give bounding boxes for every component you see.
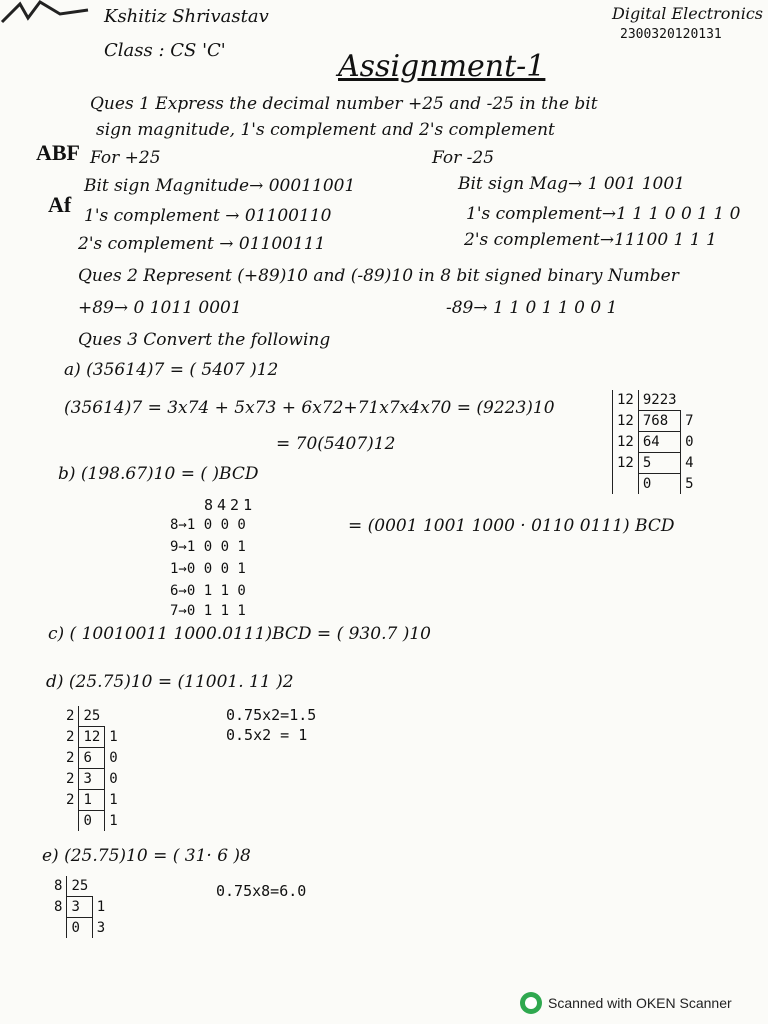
- af-mark: Af: [48, 192, 72, 217]
- q1-pos-sign-mag: Bit sign Magnitude→ 00011001: [84, 176, 356, 196]
- table-row: [62, 727, 122, 748]
- q3b-weights: 8421: [204, 496, 257, 514]
- oken-logo-icon: [520, 992, 542, 1014]
- table-cell: 12: [617, 455, 634, 471]
- table-cell: 7: [681, 411, 698, 432]
- table-cell: 64: [638, 432, 680, 453]
- table-cell: 5: [681, 474, 698, 495]
- roll-number: 2300320120131: [620, 27, 722, 42]
- q3b-row: 6→0 1 1 0: [170, 583, 246, 599]
- q3a-work: (35614)7 = 3x74 + 5x73 + 6x72+71x7x4x70 = (9223)10: [64, 398, 555, 418]
- q3d-division-table: [62, 706, 122, 831]
- abf-mark: ABF: [36, 140, 80, 165]
- q3b-result: = (0001 1001 1000 · 0110 0111) BCD: [348, 516, 675, 536]
- table-cell: 3: [92, 918, 109, 939]
- q3e-division-table: [50, 876, 109, 938]
- table-cell: 12: [617, 392, 634, 409]
- table-cell: 8: [54, 878, 63, 895]
- table-cell: 0: [79, 811, 105, 832]
- q2-neg: -89→ 1 1 0 1 1 0 0 1: [446, 298, 618, 318]
- table-cell: [50, 918, 67, 939]
- table-row: [50, 897, 109, 918]
- q3a-division-table: [612, 390, 698, 494]
- table-cell: 25: [79, 706, 105, 727]
- q3b-row: 9→1 0 0 1: [170, 539, 246, 555]
- table-row: [613, 474, 698, 495]
- table-row: [62, 811, 122, 832]
- scanner-text: Scanned with OKEN Scanner: [548, 995, 732, 1011]
- table-cell: 9223: [638, 390, 680, 411]
- table-row: [62, 790, 122, 811]
- table-cell: 0: [681, 432, 698, 453]
- table-row: [62, 748, 122, 769]
- class-label: Class : CS 'C': [104, 40, 226, 61]
- table-cell: [681, 390, 698, 411]
- table-cell: 3: [67, 897, 92, 918]
- scanner-watermark: [520, 992, 732, 1014]
- table-row: [613, 390, 698, 411]
- table-cell: 12: [617, 413, 634, 429]
- table-row: [613, 453, 698, 474]
- table-cell: 2: [66, 792, 75, 808]
- q3b-line: b) (198.67)10 = ( )BCD: [58, 464, 259, 484]
- table-cell: 2: [66, 771, 75, 787]
- table-cell: 2: [66, 708, 75, 725]
- q3e-frac: 0.75x8=6.0: [216, 882, 307, 900]
- table-row: [613, 411, 698, 432]
- table-cell: 2: [66, 729, 75, 745]
- table-cell: [613, 474, 639, 495]
- table-row: [613, 432, 698, 453]
- q2-text: Ques 2 Represent (+89)10 and (-89)10 in 8 bit signed binary Number: [78, 266, 679, 286]
- q1-neg-ones: 1's complement→1 1 1 0 0 1 1 0: [466, 204, 741, 224]
- q2-pos: +89→ 0 1011 0001: [78, 298, 242, 318]
- table-row: [62, 769, 122, 790]
- q3d-frac1: 0.75x2=1.5: [226, 706, 317, 724]
- subject-label: Digital Electronics: [612, 4, 764, 23]
- q1-pos-twos: 2's complement → 01100111: [78, 234, 326, 254]
- q1-neg-sign-mag: Bit sign Mag→ 1 001 1001: [458, 174, 685, 194]
- table-cell: 1: [92, 897, 109, 918]
- q1-text-line2: sign magnitude, 1's complement and 2's complement: [96, 120, 555, 140]
- q1-pos-heading: For +25: [90, 148, 161, 168]
- table-row: [50, 918, 109, 939]
- table-cell: 0: [638, 474, 680, 495]
- q1-neg-twos: 2's complement→11100 1 1 1: [464, 230, 717, 250]
- table-cell: [105, 706, 122, 727]
- corner-scribble: [0, 0, 90, 30]
- q3a-line: a) (35614)7 = ( 5407 )12: [64, 360, 279, 380]
- q3b-row: 1→0 0 0 1: [170, 561, 246, 577]
- table-cell: 25: [67, 876, 92, 897]
- table-cell: 8: [54, 899, 63, 915]
- q3b-row: 8→1 0 0 0: [170, 517, 246, 533]
- page-title: Assignment-1: [338, 49, 546, 84]
- table-row: [50, 876, 109, 897]
- table-cell: 1: [105, 727, 122, 748]
- table-cell: 768: [638, 411, 680, 432]
- table-cell: 12: [617, 434, 634, 450]
- table-cell: 1: [79, 790, 105, 811]
- q3e-line: e) (25.75)10 = ( 31· 6 )8: [42, 846, 251, 866]
- table-cell: 1: [105, 790, 122, 811]
- q3-text: Ques 3 Convert the following: [78, 330, 331, 350]
- q1-neg-heading: For -25: [432, 148, 495, 168]
- table-cell: 12: [79, 727, 105, 748]
- table-cell: 0: [105, 769, 122, 790]
- q3d-line: d) (25.75)10 = (11001. 11 )2: [46, 672, 294, 692]
- table-cell: 0: [67, 918, 92, 939]
- table-cell: 2: [66, 750, 75, 766]
- table-row: [62, 706, 122, 727]
- table-cell: 0: [105, 748, 122, 769]
- q3c-line: c) ( 10010011 1000.0111)BCD = ( 930.7 )10: [48, 624, 431, 644]
- table-cell: 6: [79, 748, 105, 769]
- table-cell: 3: [79, 769, 105, 790]
- q3d-frac2: 0.5x2 = 1: [226, 726, 308, 744]
- q1-text-line1: Ques 1 Express the decimal number +25 and -25 in the bit: [90, 94, 598, 114]
- q1-pos-ones: 1's complement → 01100110: [84, 206, 332, 226]
- table-cell: [62, 811, 79, 832]
- table-cell: 1: [105, 811, 122, 832]
- q3a-result: = 70(5407)12: [276, 434, 396, 454]
- table-cell: [92, 876, 109, 897]
- table-cell: 4: [681, 453, 698, 474]
- q3b-row: 7→0 1 1 1: [170, 603, 246, 619]
- student-name: Kshitiz Shrivastav: [104, 6, 269, 27]
- table-cell: 5: [638, 453, 680, 474]
